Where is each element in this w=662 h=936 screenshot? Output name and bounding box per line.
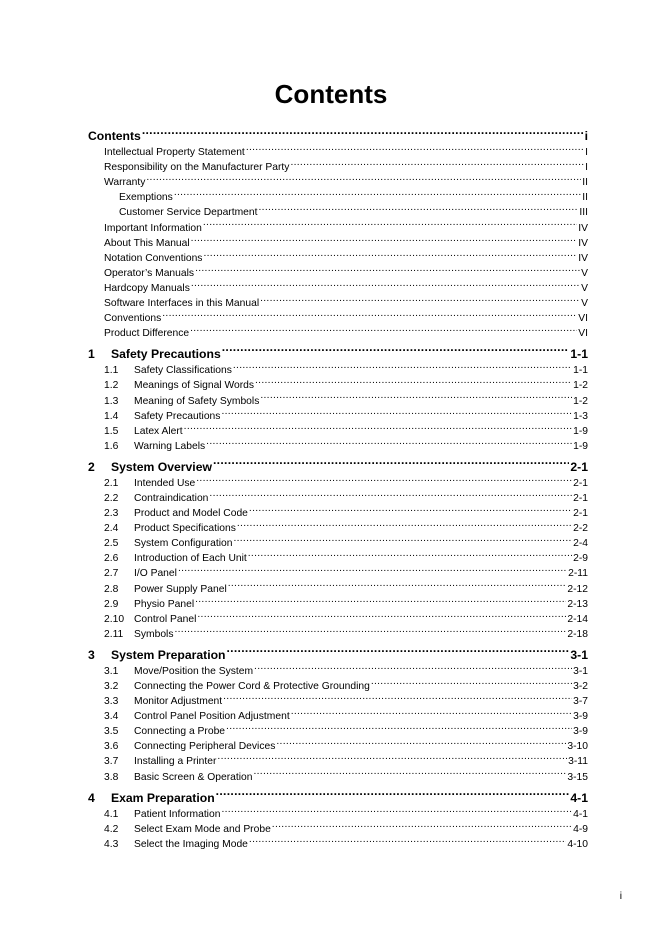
toc-section-number: 3.8 (104, 771, 119, 783)
front-matter-list (88, 140, 588, 340)
toc-section-label: I/O Panel (134, 568, 177, 580)
toc-section-number: 2.8 (104, 583, 119, 595)
toc-entry-label: About This Manual (104, 237, 190, 249)
toc-section-number: 1.6 (104, 440, 119, 452)
toc-section-label: Meaning of Safety Symbols (134, 395, 260, 407)
toc-entry[interactable] (88, 185, 588, 204)
toc-entry-label: Operator’s Manuals (104, 267, 195, 279)
toc-section-number: 2.3 (104, 508, 119, 520)
toc-section-number: 2.9 (104, 598, 119, 610)
toc-section-number: 2.7 (104, 568, 119, 580)
toc-section-number: 4.1 (104, 808, 119, 820)
toc-entry-page: V (581, 282, 588, 294)
toc-section-number: 4.3 (104, 838, 119, 850)
toc-section-page: 2-18 (567, 628, 588, 640)
toc-section-number: 3.3 (104, 696, 119, 708)
dot-leader (191, 276, 580, 291)
dot-leader (146, 170, 581, 185)
toc-section-page: 3-7 (573, 696, 588, 708)
toc-section-number: 3.7 (104, 756, 119, 768)
dot-leader (184, 419, 572, 434)
toc-section-page: 2-1 (573, 477, 588, 489)
dot-leader (223, 689, 572, 704)
dot-leader (221, 802, 572, 817)
dot-leader (195, 592, 566, 607)
dot-leader (254, 659, 572, 674)
dot-leader (233, 358, 572, 373)
dot-leader (206, 434, 572, 449)
dot-leader (203, 215, 577, 230)
toc-entry-page: IV (578, 237, 588, 249)
toc-entry-page: V (581, 267, 588, 279)
toc-section-page: 1-9 (573, 440, 588, 452)
toc-section-label: Installing a Printer (134, 756, 217, 768)
toc-section-label: Patient Information (134, 808, 221, 820)
toc-section-page: 2-14 (567, 613, 588, 625)
dot-leader (233, 531, 572, 546)
toc-entry[interactable] (88, 321, 588, 340)
dot-leader (174, 622, 566, 637)
toc-entry-label: Warranty (104, 177, 146, 189)
toc-section-label: Contraindication (134, 492, 209, 504)
toc-section-label: Introduction of Each Unit (134, 553, 247, 565)
dot-leader (255, 373, 572, 388)
toc-section-page: 3-11 (568, 756, 588, 768)
toc-chapter-page: 4-1 (570, 790, 588, 805)
toc-chapter-number: 2 (88, 459, 95, 474)
toc-section-label: Power Supply Panel (134, 583, 227, 595)
toc-section-page: 1-2 (573, 380, 588, 392)
toc-section-number: 1.4 (104, 410, 119, 422)
toc-section-label: Intended Use (134, 477, 196, 489)
toc-section-number: 3.6 (104, 741, 119, 753)
dot-leader (142, 121, 584, 140)
dot-leader (191, 231, 578, 246)
toc-section-label: Product Specifications (134, 523, 236, 535)
toc-section-label: Select the Imaging Mode (134, 838, 248, 850)
toc-chapter-number: 1 (88, 347, 95, 362)
toc-chapter-page: 2-1 (570, 459, 588, 474)
toc-entry[interactable] (88, 306, 588, 325)
dot-leader (221, 404, 572, 419)
dot-leader (276, 734, 566, 749)
toc-chapter-number: 4 (88, 790, 95, 805)
toc-section-page: 1-1 (573, 365, 588, 377)
toc-entry-page: V (581, 298, 588, 310)
toc-section-number: 4.2 (104, 823, 119, 835)
table-of-contents (88, 121, 588, 850)
toc-entry-page: II (582, 192, 588, 204)
toc-section-number: 2.4 (104, 523, 119, 535)
toc-chapter-label: Safety Precautions (111, 347, 221, 362)
dot-leader (228, 576, 567, 591)
toc-section-number: 1.1 (104, 365, 119, 377)
dot-leader (217, 749, 567, 764)
toc-section-number: 2.1 (104, 477, 119, 489)
toc-section-number: 2.2 (104, 492, 119, 504)
toc-entry[interactable] (88, 140, 588, 159)
toc-entry-page: IV (578, 252, 588, 264)
dot-leader (259, 200, 579, 215)
toc-entry-contents[interactable] (88, 121, 588, 143)
dot-leader (249, 501, 572, 516)
dot-leader (209, 486, 572, 501)
toc-chapter-page: 3-1 (570, 647, 588, 662)
dot-leader (290, 155, 584, 170)
dot-leader (162, 306, 577, 321)
chapter-list (88, 336, 588, 850)
toc-section-page: 2-2 (573, 523, 588, 535)
dot-leader (260, 388, 572, 403)
toc-entry-label: Notation Conventions (104, 252, 203, 264)
toc-section-number: 2.5 (104, 538, 119, 550)
toc-chapter-label: Exam Preparation (111, 790, 215, 805)
toc-section-page: 3-10 (567, 741, 588, 753)
toc-section-label: Connecting a Probe (134, 726, 226, 738)
toc-section-number: 3.4 (104, 711, 119, 723)
toc-entry-label: Customer Service Department (119, 207, 258, 219)
toc-section-number: 3.5 (104, 726, 119, 738)
toc-section-label: Symbols (134, 628, 174, 640)
toc-section-page: 3-1 (573, 665, 588, 677)
toc-entry-page: II (582, 177, 588, 189)
toc-section-number: 1.2 (104, 380, 119, 392)
toc-section-page: 4-10 (567, 838, 588, 850)
toc-chapter-number: 3 (88, 647, 95, 662)
dot-leader (260, 291, 580, 306)
toc-section-number: 2.10 (104, 613, 125, 625)
toc-section-page: 2-4 (573, 538, 588, 550)
dot-leader (190, 321, 577, 336)
dot-leader (213, 449, 569, 471)
toc-entry-label: Important Information (104, 222, 202, 234)
toc-section-label: Control Panel (134, 613, 197, 625)
dot-leader (371, 674, 572, 689)
dot-leader (237, 516, 572, 531)
dot-leader (226, 637, 569, 659)
page-title: Contents (274, 79, 388, 109)
toc-entry-page: VI (578, 328, 588, 340)
toc-section-label: Safety Classifications (134, 365, 232, 377)
toc-section-number: 1.5 (104, 425, 119, 437)
toc-section-label: Connecting the Power Cord & Protective Grounding (134, 681, 370, 692)
toc-entry-label: Product Difference (104, 328, 190, 340)
dot-leader (246, 140, 584, 155)
toc-section-number: 3.2 (104, 681, 119, 692)
toc-chapter-page: 1-1 (570, 347, 588, 362)
toc-section-page: 1-2 (573, 395, 588, 407)
toc-section-label: Monitor Adjustment (134, 696, 223, 708)
toc-section-page: 1-3 (573, 410, 588, 422)
toc-section-page: 3-15 (567, 771, 588, 783)
toc-section-page: 3-9 (573, 726, 588, 738)
toc-entry-label: Exemptions (119, 192, 173, 204)
toc-section-label: Basic Screen & Operation (134, 771, 253, 783)
dot-leader (196, 471, 572, 486)
toc-chapter-label: System Overview (111, 459, 212, 474)
toc-entry-page: III (579, 207, 588, 219)
toc-section-label: Connecting Peripheral Devices (134, 741, 276, 753)
dot-leader (291, 704, 572, 719)
toc-entry-label: Responsibility on the Manufacturer Party (104, 162, 290, 174)
page-number: i (619, 891, 622, 902)
dot-leader (272, 817, 572, 832)
toc-entry-label: Conventions (104, 313, 162, 325)
toc-section-number: 3.1 (104, 665, 119, 677)
toc-section-label: Latex Alert (134, 425, 183, 437)
toc-entry[interactable] (88, 170, 588, 189)
toc-entry-page: I (585, 147, 588, 159)
toc-section-page: 1-9 (573, 425, 588, 437)
dot-leader (216, 780, 570, 802)
toc-section-page: 2-12 (567, 583, 588, 595)
toc-section-label: Meanings of Signal Words (134, 380, 255, 392)
toc-entry-label: Contents (88, 129, 141, 143)
toc-entry-label: Software Interfaces in this Manual (104, 298, 260, 310)
toc-section-number: 2.6 (104, 553, 119, 565)
toc-section-page: 2-9 (573, 553, 588, 565)
toc-entry-page: IV (578, 222, 588, 234)
toc-section-page: 4-9 (573, 823, 588, 835)
toc-section-page: 2-1 (573, 508, 588, 520)
dot-leader (174, 185, 581, 200)
dot-leader (195, 261, 580, 276)
toc-section-label: Control Panel Position Adjustment (134, 711, 290, 723)
toc-section-page: 2-11 (568, 568, 588, 580)
toc-section-label: Move/Position the System (134, 665, 254, 677)
toc-entry-label: Hardcopy Manuals (104, 282, 190, 294)
toc-section-page: 3-9 (573, 711, 588, 723)
toc-entry-page: VI (578, 313, 588, 325)
dot-leader (222, 336, 570, 358)
toc-section-label: Select Exam Mode and Probe (134, 823, 271, 835)
toc-section-label: Safety Precautions (134, 410, 221, 422)
dot-leader (178, 561, 567, 576)
toc-section-page: 2-13 (567, 598, 588, 610)
dot-leader (203, 246, 577, 261)
toc-entry-label: Intellectual Property Statement (104, 147, 245, 159)
toc-section-label: Physio Panel (134, 598, 195, 610)
toc-section-label: System Configuration (134, 538, 233, 550)
toc-section-label: Product and Model Code (134, 508, 248, 520)
dot-leader (197, 607, 566, 622)
toc-section-label: Warning Labels (134, 440, 206, 452)
toc-entry-page: i (584, 129, 588, 143)
toc-section-page: 4-1 (573, 808, 588, 820)
toc-chapter-label: System Preparation (111, 647, 226, 662)
dot-leader (249, 832, 566, 847)
toc-entry-page: I (585, 162, 588, 174)
toc-section-page: 2-1 (573, 492, 588, 504)
toc-section-number: 1.3 (104, 395, 119, 407)
toc-section-number: 2.11 (104, 628, 124, 640)
toc-section-page: 3-2 (573, 681, 588, 692)
dot-leader (248, 546, 572, 561)
dot-leader (226, 719, 572, 734)
dot-leader (253, 764, 566, 779)
